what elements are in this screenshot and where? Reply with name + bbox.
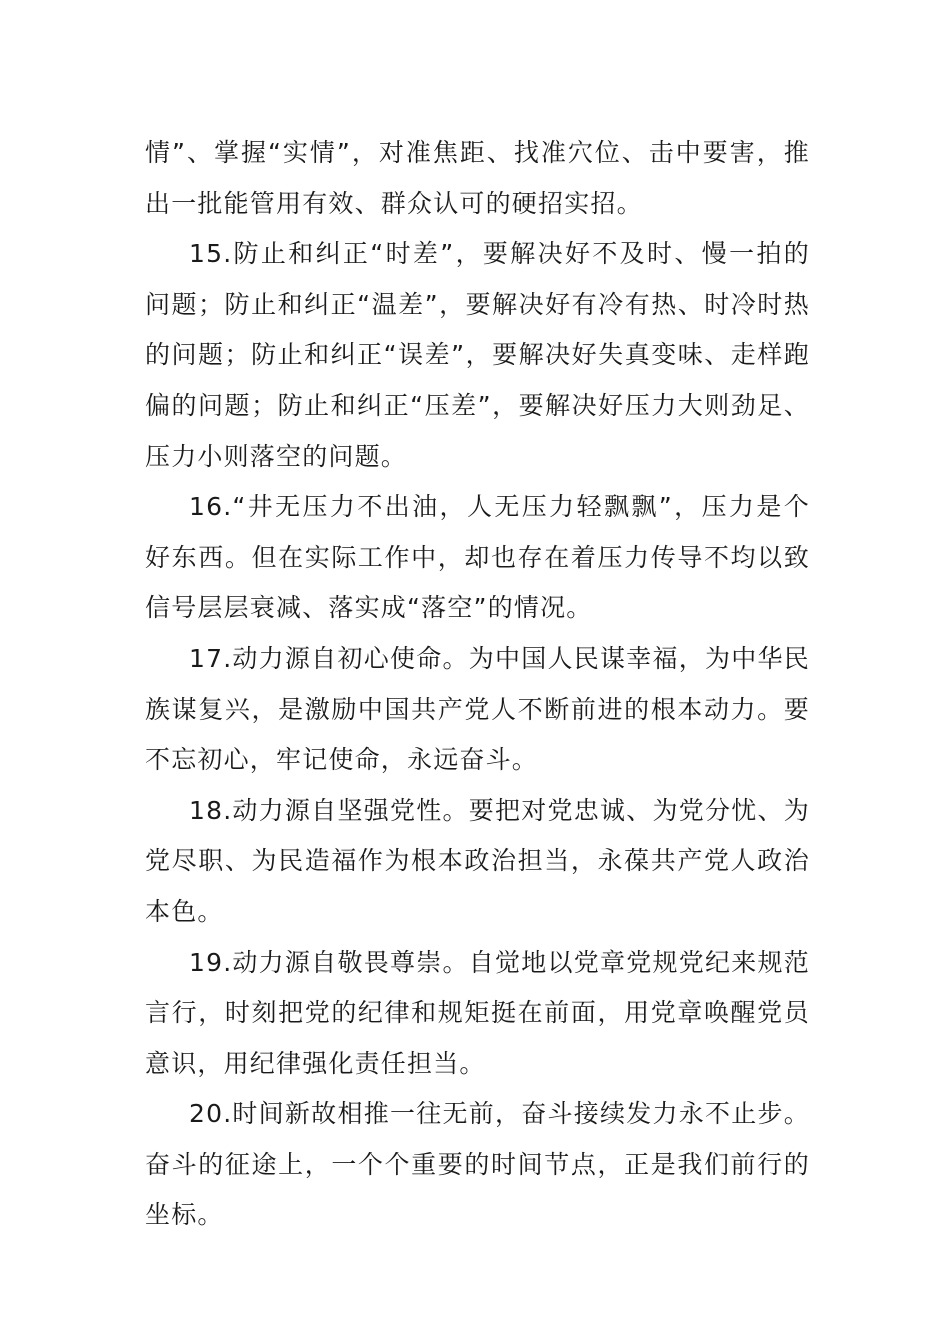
document-body	[145, 128, 810, 1241]
paragraph-18: 18.动力源自坚强党性。要把对党忠诚、为党分忧、为党尽职、为民造福作为根本政治担当，永葆共产党人政治本色。	[145, 795, 810, 926]
paragraph-16: 16.“井无压力不出油，人无压力轻飘飘”，压力是个好东西。但在实际工作中，却也存在着压力传导不均以致信号层层衰减、落实成“落空”的情况。	[145, 492, 810, 623]
paragraph-continuation: 情”、掌握“实情”，对准焦距、找准穴位、击中要害，推出一批能管用有效、群众认可的硬招实招。	[145, 138, 810, 218]
paragraph-19: 19.动力源自敬畏尊崇。自觉地以党章党规党纪来规范言行，时刻把党的纪律和规矩挺在前面，用党章唤醒党员意识，用纪律强化责任担当。	[145, 947, 810, 1078]
paragraph-20: 20.时间新故相推一往无前，奋斗接续发力永不止步。奋斗的征途上，一个个重要的时间节点，正是我们前行的坐标。	[145, 1099, 810, 1230]
paragraph-17: 17.动力源自初心使命。为中国人民谋幸福，为中华民族谋复兴，是激励中国共产党人不断前进的根本动力。要不忘初心，牢记使命，永远奋斗。	[145, 643, 810, 775]
paragraph-15: 15.防止和纠正“时差”，要解决好不及时、慢一拍的问题；防止和纠正“温差”，要解决好有冷有热、时冷时热的问题；防止和纠正“误差”，要解决好失真变味、走样跑偏的问题；防止和纠正“压差”，要解决好压力大则劲足、压力小则落空的问题。	[145, 239, 810, 471]
